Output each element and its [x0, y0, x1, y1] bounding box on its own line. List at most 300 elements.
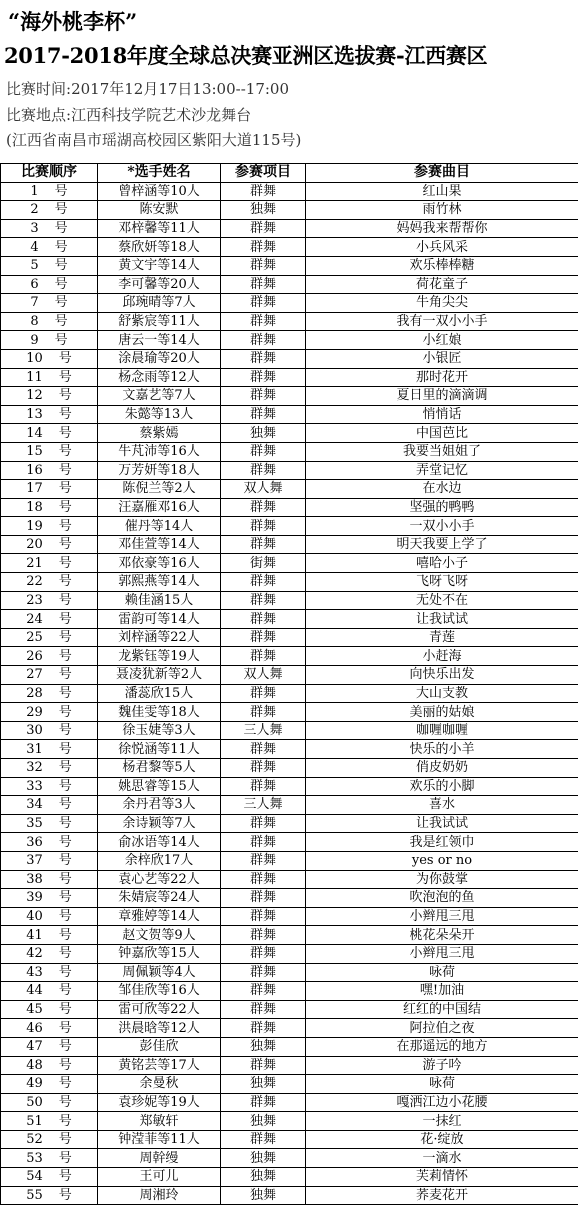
order-number: 44 [26, 983, 43, 999]
schedule-table [0, 163, 578, 1205]
table-row [1, 759, 578, 778]
order-number: 37 [26, 853, 43, 869]
entry-type: 群舞 [221, 1019, 306, 1038]
entry-type: 群舞 [221, 331, 306, 350]
order-cell [1, 740, 98, 759]
col-header-order: 比赛顺序 [1, 164, 98, 183]
venue-info [6, 104, 251, 125]
order-suffix: 号 [58, 1150, 72, 1166]
order-cell [1, 1168, 98, 1187]
order-number: 16 [26, 462, 43, 478]
performer-name: 彭佳欣 [98, 1037, 221, 1056]
order-suffix: 号 [58, 816, 72, 832]
entry-type: 群舞 [221, 349, 306, 368]
table-row [1, 870, 578, 889]
entry-song: 红山果 [306, 182, 578, 201]
table-row [1, 777, 578, 796]
order-cell [1, 182, 98, 201]
order-cell [1, 907, 98, 926]
order-suffix: 号 [58, 909, 72, 925]
order-cell [1, 1000, 98, 1019]
entry-song: 桃花朵朵开 [306, 926, 578, 945]
performer-name: 文嘉艺等7人 [98, 387, 221, 406]
table-row [1, 405, 578, 424]
order-number: 36 [26, 834, 43, 850]
order-number: 7 [30, 295, 39, 311]
entry-song: 在那遥远的地方 [306, 1037, 578, 1056]
performer-name: 潘蕊欣15人 [98, 684, 221, 703]
table-row [1, 833, 578, 852]
table-row [1, 628, 578, 647]
performer-name: 邓佳萱等14人 [98, 535, 221, 554]
order-cell [1, 535, 98, 554]
entry-song: 小红娘 [306, 331, 578, 350]
entry-type: 群舞 [221, 684, 306, 703]
order-cell [1, 944, 98, 963]
table-row [1, 926, 578, 945]
order-suffix: 号 [54, 332, 68, 348]
order-number: 35 [26, 816, 43, 832]
performer-name: 魏佳雯等18人 [98, 703, 221, 722]
entry-type: 独舞 [221, 1186, 306, 1205]
time-label: 比赛时间: [6, 80, 72, 98]
entry-song: 嘎洒江边小花腰 [306, 1093, 578, 1112]
entry-type: 群舞 [221, 610, 306, 629]
entry-song: 让我试试 [306, 610, 578, 629]
table-row [1, 721, 578, 740]
performer-name: 黄文宇等14人 [98, 256, 221, 275]
order-suffix: 号 [58, 723, 72, 739]
table-row [1, 387, 578, 406]
order-cell [1, 424, 98, 443]
order-cell [1, 331, 98, 350]
table-row [1, 944, 578, 963]
entry-song: 让我试试 [306, 814, 578, 833]
table-row [1, 1075, 578, 1094]
order-number: 29 [26, 704, 43, 720]
table-row [1, 498, 578, 517]
order-cell [1, 982, 98, 1001]
entry-type: 群舞 [221, 982, 306, 1001]
performer-name: 万芳妍等18人 [98, 461, 221, 480]
venue-value: 江西科技学院艺术沙龙舞台 [71, 106, 252, 124]
performer-name: 涂晨瑜等20人 [98, 349, 221, 368]
order-cell [1, 833, 98, 852]
entry-song: 为你鼓掌 [306, 870, 578, 889]
order-number: 12 [26, 388, 43, 404]
order-cell [1, 480, 98, 499]
entry-song: 无处不在 [306, 591, 578, 610]
performer-name: 徐悦涵等11人 [98, 740, 221, 759]
performer-name: 陈安默 [98, 201, 221, 220]
order-suffix: 号 [54, 202, 68, 218]
order-suffix: 号 [54, 314, 68, 330]
order-suffix: 号 [58, 611, 72, 627]
entry-song: 那时花开 [306, 368, 578, 387]
order-number: 11 [26, 369, 43, 385]
entry-type: 群舞 [221, 814, 306, 833]
entry-type: 群舞 [221, 777, 306, 796]
entry-song: 我要当姐姐了 [306, 442, 578, 461]
order-cell [1, 684, 98, 703]
table-row [1, 963, 578, 982]
entry-type: 群舞 [221, 1093, 306, 1112]
entry-type: 独舞 [221, 1037, 306, 1056]
entry-song: 中国芭比 [306, 424, 578, 443]
order-suffix: 号 [58, 499, 72, 515]
entry-type: 群舞 [221, 238, 306, 257]
order-suffix: 号 [58, 760, 72, 776]
entry-song: 咏荷 [306, 1075, 578, 1094]
order-cell [1, 498, 98, 517]
entry-song: 向快乐出发 [306, 666, 578, 685]
entry-type: 群舞 [221, 926, 306, 945]
order-cell [1, 1112, 98, 1131]
entry-song: 我有一双小小手 [306, 312, 578, 331]
order-number: 26 [26, 648, 43, 664]
entry-song: 一滴水 [306, 1149, 578, 1168]
performer-name: 钟滢菲等11人 [98, 1130, 221, 1149]
order-number: 54 [26, 1169, 43, 1185]
order-cell [1, 1186, 98, 1205]
order-cell [1, 1056, 98, 1075]
entry-type: 群舞 [221, 256, 306, 275]
order-cell [1, 1019, 98, 1038]
event-title: “海外桃李杯” [8, 9, 138, 34]
order-cell [1, 851, 98, 870]
table-row [1, 982, 578, 1001]
performer-name: 袁心艺等22人 [98, 870, 221, 889]
entry-song: 嘿!加油 [306, 982, 578, 1001]
entry-song: yes or no [306, 851, 578, 870]
order-suffix: 号 [58, 1020, 72, 1036]
table-row [1, 684, 578, 703]
time-value: 2017年12月17日13:00--17:00 [71, 80, 290, 98]
performer-name: 陈倪兰等2人 [98, 480, 221, 499]
order-suffix: 号 [54, 239, 68, 255]
order-suffix: 号 [58, 425, 72, 441]
table-row [1, 666, 578, 685]
entry-type: 群舞 [221, 312, 306, 331]
table-row [1, 554, 578, 573]
table-row [1, 1112, 578, 1131]
order-suffix: 号 [58, 481, 72, 497]
entry-song: 小赶海 [306, 647, 578, 666]
entry-type: 群舞 [221, 591, 306, 610]
table-row [1, 442, 578, 461]
order-cell [1, 405, 98, 424]
order-cell [1, 256, 98, 275]
order-number: 22 [26, 574, 43, 590]
order-cell [1, 814, 98, 833]
order-cell [1, 889, 98, 908]
performer-name: 舒紫宸等11人 [98, 312, 221, 331]
order-cell [1, 1149, 98, 1168]
entry-type: 群舞 [221, 740, 306, 759]
entry-song: 弄堂记忆 [306, 461, 578, 480]
table-row [1, 517, 578, 536]
entry-type: 街舞 [221, 554, 306, 573]
performer-name: 雷可欣等22人 [98, 1000, 221, 1019]
entry-type: 群舞 [221, 573, 306, 592]
order-number: 24 [26, 611, 43, 627]
table-row [1, 480, 578, 499]
order-number: 42 [26, 946, 43, 962]
performer-name: 邓依豪等16人 [98, 554, 221, 573]
order-cell [1, 387, 98, 406]
order-suffix: 号 [58, 797, 72, 813]
entry-type: 群舞 [221, 368, 306, 387]
order-number: 15 [26, 444, 43, 460]
order-number: 43 [26, 964, 43, 980]
entry-song: 牛角尖尖 [306, 294, 578, 313]
order-cell [1, 201, 98, 220]
entry-type: 群舞 [221, 907, 306, 926]
order-suffix: 号 [58, 462, 72, 478]
entry-song: 俏皮奶奶 [306, 759, 578, 778]
order-number: 53 [26, 1150, 43, 1166]
order-suffix: 号 [58, 648, 72, 664]
entry-song: 妈妈我来帮帮你 [306, 219, 578, 238]
performer-name: 余丹君等3人 [98, 796, 221, 815]
entry-type: 群舞 [221, 517, 306, 536]
order-cell [1, 573, 98, 592]
order-suffix: 号 [58, 834, 72, 850]
order-number: 30 [26, 723, 43, 739]
order-number: 41 [26, 927, 43, 943]
order-number: 18 [26, 499, 43, 515]
col-header-type: 参赛项目 [221, 164, 306, 183]
order-cell [1, 647, 98, 666]
performer-name: 朱懿等13人 [98, 405, 221, 424]
order-number: 1 [30, 183, 39, 199]
table-row [1, 219, 578, 238]
order-suffix: 号 [58, 537, 72, 553]
order-cell [1, 219, 98, 238]
entry-song: 青莲 [306, 628, 578, 647]
entry-type: 三人舞 [221, 721, 306, 740]
table-row [1, 647, 578, 666]
entry-type: 群舞 [221, 851, 306, 870]
performer-name: 雷韵可等14人 [98, 610, 221, 629]
order-number: 10 [26, 351, 43, 367]
order-suffix: 号 [54, 295, 68, 311]
entry-song: 欢乐的小脚 [306, 777, 578, 796]
entry-song: 阿拉伯之夜 [306, 1019, 578, 1038]
order-number: 34 [26, 797, 43, 813]
order-suffix: 号 [58, 1002, 72, 1018]
entry-song: 小银匠 [306, 349, 578, 368]
order-number: 40 [26, 909, 43, 925]
entry-type: 独舞 [221, 1168, 306, 1187]
entry-song: 坚强的鸭鸭 [306, 498, 578, 517]
header-row [1, 164, 578, 183]
performer-name: 曾梓涵等10人 [98, 182, 221, 201]
performer-name: 赖佳涵15人 [98, 591, 221, 610]
col-header-song: 参赛曲目 [306, 164, 578, 183]
performer-name: 杨君黎等5人 [98, 759, 221, 778]
order-suffix: 号 [58, 853, 72, 869]
entry-song: 咖喱咖喱 [306, 721, 578, 740]
order-suffix: 号 [58, 1076, 72, 1092]
order-cell [1, 442, 98, 461]
order-suffix: 号 [58, 704, 72, 720]
entry-type: 群舞 [221, 1056, 306, 1075]
order-suffix: 号 [54, 183, 68, 199]
performer-name: 牛芃沛等16人 [98, 442, 221, 461]
order-number: 14 [26, 425, 43, 441]
entry-song: 小兵风采 [306, 238, 578, 257]
entry-type: 群舞 [221, 294, 306, 313]
entry-type: 群舞 [221, 461, 306, 480]
order-cell [1, 349, 98, 368]
order-suffix: 号 [58, 927, 72, 943]
table-row [1, 740, 578, 759]
entry-song: 飞呀飞呀 [306, 573, 578, 592]
table-row [1, 275, 578, 294]
order-number: 21 [26, 555, 43, 571]
order-cell [1, 294, 98, 313]
order-cell [1, 1093, 98, 1112]
performer-name: 徐玉婕等3人 [98, 721, 221, 740]
table-row [1, 1037, 578, 1056]
order-number: 28 [26, 685, 43, 701]
order-cell [1, 796, 98, 815]
order-suffix: 号 [58, 685, 72, 701]
order-number: 17 [26, 481, 43, 497]
performer-name: 章雅婷等14人 [98, 907, 221, 926]
performer-name: 洪晨晗等12人 [98, 1019, 221, 1038]
table-row [1, 703, 578, 722]
entry-song: 我是红领巾 [306, 833, 578, 852]
performer-name: 余曼秋 [98, 1075, 221, 1094]
order-suffix: 号 [58, 630, 72, 646]
order-suffix: 号 [58, 741, 72, 757]
performer-name: 邓梓馨等11人 [98, 219, 221, 238]
venue-address: (江西省南昌市瑶湖高校园区紫阳大道115号) [6, 131, 302, 149]
order-number: 27 [26, 667, 43, 683]
order-number: 2 [30, 202, 39, 218]
order-number: 6 [30, 276, 39, 292]
order-number: 19 [26, 518, 43, 534]
entry-type: 独舞 [221, 424, 306, 443]
order-number: 25 [26, 630, 43, 646]
order-number: 23 [26, 592, 43, 608]
entry-type: 群舞 [221, 219, 306, 238]
table-row [1, 573, 578, 592]
header [0, 0, 578, 158]
table-row [1, 851, 578, 870]
order-suffix: 号 [58, 1057, 72, 1073]
entry-type: 群舞 [221, 963, 306, 982]
entry-type: 群舞 [221, 944, 306, 963]
order-cell [1, 368, 98, 387]
entry-type: 独舞 [221, 1075, 306, 1094]
entry-type: 群舞 [221, 1130, 306, 1149]
table-row [1, 1000, 578, 1019]
entry-song: 嘻哈小子 [306, 554, 578, 573]
table-row [1, 1019, 578, 1038]
order-suffix: 号 [58, 1132, 72, 1148]
performer-name: 龙紫钰等19人 [98, 647, 221, 666]
table-row [1, 349, 578, 368]
order-number: 55 [26, 1187, 43, 1203]
order-number: 5 [30, 258, 39, 274]
performer-name: 刘梓涵等22人 [98, 628, 221, 647]
order-number: 4 [30, 239, 39, 255]
entry-type: 双人舞 [221, 666, 306, 685]
order-suffix: 号 [58, 407, 72, 423]
table-row [1, 889, 578, 908]
entry-type: 群舞 [221, 275, 306, 294]
entry-song: 花·绽放 [306, 1130, 578, 1149]
table-row [1, 312, 578, 331]
order-cell [1, 666, 98, 685]
order-number: 48 [26, 1057, 43, 1073]
time-info [6, 78, 289, 99]
performer-name: 李可馨等20人 [98, 275, 221, 294]
entry-type: 群舞 [221, 703, 306, 722]
order-number: 33 [26, 778, 43, 794]
entry-type: 群舞 [221, 759, 306, 778]
order-cell [1, 1075, 98, 1094]
entry-type: 群舞 [221, 647, 306, 666]
entry-song: 吹泡泡的鱼 [306, 889, 578, 908]
order-cell [1, 926, 98, 945]
performer-name: 催丹等14人 [98, 517, 221, 536]
table-row [1, 201, 578, 220]
performer-name: 余诗颖等7人 [98, 814, 221, 833]
entry-type: 群舞 [221, 498, 306, 517]
table-row [1, 610, 578, 629]
order-number: 45 [26, 1002, 43, 1018]
order-suffix: 号 [58, 964, 72, 980]
order-number: 46 [26, 1020, 43, 1036]
order-suffix: 号 [58, 388, 72, 404]
order-cell [1, 238, 98, 257]
entry-type: 群舞 [221, 628, 306, 647]
order-suffix: 号 [58, 369, 72, 385]
performer-name: 郭熙燕等14人 [98, 573, 221, 592]
performer-name: 郑敏轩 [98, 1112, 221, 1131]
entry-type: 群舞 [221, 405, 306, 424]
order-number: 52 [26, 1132, 43, 1148]
performer-name: 赵文贺等9人 [98, 926, 221, 945]
table-row [1, 368, 578, 387]
entry-song: 明天我要上学了 [306, 535, 578, 554]
table-row [1, 814, 578, 833]
entry-song: 雨竹林 [306, 201, 578, 220]
order-cell [1, 312, 98, 331]
table-row [1, 535, 578, 554]
order-cell [1, 721, 98, 740]
table-row [1, 1056, 578, 1075]
event-subtitle: 2017-2018年度全球总决赛亚洲区选拔赛-江西赛区 [4, 43, 488, 68]
order-number: 39 [26, 890, 43, 906]
order-suffix: 号 [58, 667, 72, 683]
entry-song: 小辫甩三甩 [306, 944, 578, 963]
order-cell [1, 628, 98, 647]
order-suffix: 号 [54, 276, 68, 292]
order-suffix: 号 [58, 778, 72, 794]
order-suffix: 号 [58, 1187, 72, 1203]
entry-song: 芙莉情怀 [306, 1168, 578, 1187]
order-suffix: 号 [58, 983, 72, 999]
entry-type: 群舞 [221, 387, 306, 406]
table-row [1, 907, 578, 926]
performer-name: 唐云一等14人 [98, 331, 221, 350]
order-cell [1, 461, 98, 480]
